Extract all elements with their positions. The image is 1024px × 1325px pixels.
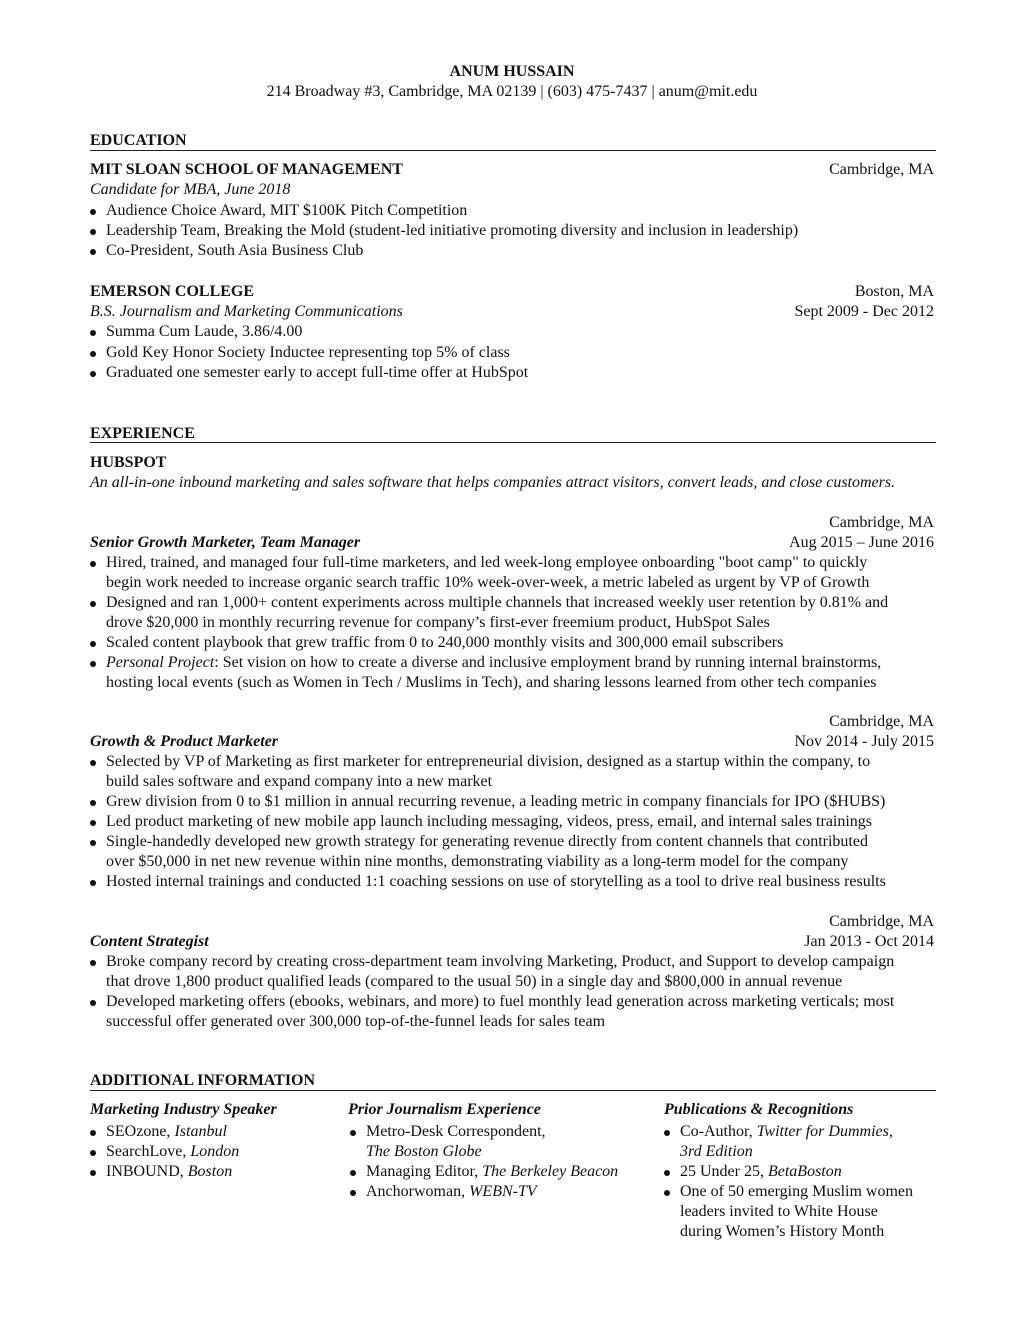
bullet-text: Co-President, South Asia Business Club — [106, 242, 364, 259]
bullet-text: Scaled content playbook that grew traffic from 0 to 240,000 monthly visits and 300,000 email subscribers — [106, 634, 784, 651]
bullet-icon — [90, 1170, 96, 1176]
bullet-text: Audience Choice Award, MIT $100K Pitch Competition — [106, 202, 468, 219]
bullet-icon — [664, 1130, 670, 1136]
role-location: Cambridge, MA — [829, 713, 934, 730]
item-text — [680, 1122, 893, 1142]
bullet-icon — [664, 1170, 670, 1176]
section-divider — [90, 1090, 936, 1091]
bullet-text-cont: build sales software and expand company into a new market — [106, 773, 493, 790]
bullet-icon — [90, 1150, 96, 1156]
school-dates: Sept 2009 - Dec 2012 — [794, 303, 934, 320]
bullet-prefix: Personal Project — [106, 654, 215, 671]
bullet-icon — [90, 960, 96, 966]
item-text: One of 50 emerging Muslim women — [680, 1183, 914, 1200]
item-detail: The Boston Globe — [366, 1143, 482, 1160]
item-text: Metro-Desk Correspondent, — [366, 1123, 546, 1140]
bullet-icon — [90, 1130, 96, 1136]
degree: Candidate for MBA, June 2018 — [90, 181, 291, 198]
item-label: Managing Editor, — [366, 1163, 483, 1180]
bullet-text: Selected by VP of Marketing as first marketer for entrepreneurial division, designed as a startup within the company, to — [106, 753, 871, 770]
resume-name: ANUM HUSSAIN — [449, 63, 575, 80]
bullet-icon — [90, 840, 96, 846]
item-text — [680, 1162, 842, 1182]
item-text-cont: during Women’s History Month — [680, 1223, 885, 1240]
bullet-text-cont: successful offer generated over 300,000 top-of-the-funnel leads for sales team — [106, 1013, 606, 1030]
bullet-text: Summa Cum Laude, 3.86/4.00 — [106, 323, 303, 340]
item-text — [106, 1162, 232, 1182]
bullet-text: Designed and ran 1,000+ content experiments across multiple channels that increased weekly user retention by 0.81% and — [106, 594, 889, 611]
item-label: INBOUND, — [106, 1163, 188, 1180]
item-text — [106, 1122, 227, 1142]
role-title: Content Strategist — [90, 933, 209, 950]
role-location: Cambridge, MA — [829, 913, 934, 930]
bullet-icon — [90, 209, 96, 215]
section-divider — [90, 442, 936, 443]
role-dates: Nov 2014 - July 2015 — [794, 733, 934, 750]
item-detail: Boston — [187, 1163, 233, 1180]
bullet-icon — [90, 661, 96, 667]
item-detail: WEBN-TV — [469, 1183, 537, 1200]
item-detail: The Berkeley Beacon — [482, 1163, 619, 1180]
bullet-icon — [90, 820, 96, 826]
item-text — [366, 1182, 537, 1202]
item-detail: Istanbul — [174, 1123, 227, 1140]
bullet-icon — [90, 330, 96, 336]
bullet-icon — [90, 800, 96, 806]
bullet-text-cont: that drove 1,800 product qualified leads (compared to the usual 50) in a single day and $800,000 in annual revenue — [106, 973, 843, 990]
bullet-text: Gold Key Honor Society Inductee representing top 5% of class — [106, 344, 510, 361]
section-heading-experience: EXPERIENCE — [90, 425, 195, 442]
bullet-icon — [90, 249, 96, 255]
bullet-icon — [90, 880, 96, 886]
item-detail-cont: 3rd Edition — [680, 1143, 753, 1160]
column-title: Prior Journalism Experience — [348, 1101, 541, 1118]
item-text-cont: leaders invited to White House — [680, 1203, 878, 1220]
bullet-icon — [664, 1190, 670, 1196]
bullet-icon — [90, 760, 96, 766]
section-heading-education: EDUCATION — [90, 132, 187, 149]
bullet-text-cont: drove $20,000 in monthly recurring revenue for company’s first-ever freemium product, HubSpot Sales — [106, 614, 770, 631]
item-detail: BetaBoston — [767, 1163, 842, 1180]
item-text — [366, 1162, 618, 1182]
bullet-icon — [350, 1130, 356, 1136]
bullet-icon — [90, 641, 96, 647]
company-name: HUBSPOT — [90, 454, 167, 471]
bullet-text — [106, 653, 936, 673]
bullet-text-main: : Set vision on how to create a diverse and inclusive employment brand by running internal brainstorms, — [214, 654, 882, 671]
item-label: Anchorwoman, — [366, 1183, 470, 1200]
section-heading-additional: ADDITIONAL INFORMATION — [90, 1072, 316, 1089]
item-text — [106, 1142, 239, 1162]
item-detail: London — [190, 1143, 240, 1160]
bullet-icon — [90, 351, 96, 357]
role-title: Growth & Product Marketer — [90, 733, 279, 750]
bullet-text: Led product marketing of new mobile app launch including messaging, videos, press, email, and internal sales trainings — [106, 813, 873, 830]
role-dates: Jan 2013 - Oct 2014 — [804, 933, 934, 950]
company-description: An all-in-one inbound marketing and sales software that helps companies attract visitors, convert leads, and close customers. — [90, 474, 896, 491]
bullet-text-cont: begin work needed to increase organic search traffic 10% week-over-week, a metric labeled as urgent by VP of Growth — [106, 574, 870, 591]
contact-line: 214 Broadway #3, Cambridge, MA 02139 | (603) 475-7437 | anum@mit.edu — [266, 83, 758, 100]
bullet-text: Grew division from 0 to $1 million in annual recurring revenue, a leading metric in company financials for IPO ($HUBS) — [106, 793, 886, 810]
bullet-icon — [90, 601, 96, 607]
bullet-icon — [350, 1170, 356, 1176]
column-title: Publications & Recognitions — [664, 1101, 854, 1118]
school-location: Boston, MA — [854, 283, 934, 300]
section-divider — [90, 150, 936, 151]
bullet-text: Developed marketing offers (ebooks, webinars, and more) to fuel monthly lead generation across marketing verticals; most — [106, 993, 895, 1010]
item-label: SearchLove, — [106, 1143, 191, 1160]
item-label: 25 Under 25, — [680, 1163, 768, 1180]
bullet-text: Single-handedly developed new growth strategy for generating revenue directly from content channels that contributed — [106, 833, 868, 850]
role-title: Senior Growth Marketer, Team Manager — [90, 534, 361, 551]
bullet-text: Hired, trained, and managed four full-time marketers, and led week-long employee onboarding "boot camp" to quickly — [106, 554, 868, 571]
school-name: MIT SLOAN SCHOOL OF MANAGEMENT — [90, 161, 403, 178]
bullet-icon — [90, 1000, 96, 1006]
bullet-text: Leadership Team, Breaking the Mold (student-led initiative promoting diversity and inclusion in leadership) — [106, 222, 799, 239]
item-label: Co-Author, — [680, 1123, 757, 1140]
bullet-icon — [90, 561, 96, 567]
role-dates: Aug 2015 – June 2016 — [789, 534, 934, 551]
bullet-text: Graduated one semester early to accept full-time offer at HubSpot — [106, 364, 529, 381]
role-location: Cambridge, MA — [829, 514, 934, 531]
bullet-text-cont: over $50,000 in net new revenue within nine months, demonstrating viability as a long-term model for the company — [106, 853, 849, 870]
bullet-icon — [90, 371, 96, 377]
bullet-icon — [350, 1190, 356, 1196]
item-detail: Twitter for Dummies, — [756, 1123, 893, 1140]
degree: B.S. Journalism and Marketing Communications — [90, 303, 403, 320]
bullet-text: Broke company record by creating cross-department team involving Marketing, Product, and Support to develop campaign — [106, 953, 895, 970]
item-label: SEOzone, — [106, 1123, 175, 1140]
column-title: Marketing Industry Speaker — [90, 1101, 277, 1118]
school-location: Cambridge, MA — [829, 161, 934, 178]
school-name: EMERSON COLLEGE — [90, 283, 255, 300]
bullet-text-cont: hosting local events (such as Women in Tech / Muslims in Tech), and sharing lessons learned from other tech companies — [106, 674, 877, 691]
bullet-text: Hosted internal trainings and conducted 1:1 coaching sessions on use of storytelling as a tool to drive real business results — [106, 873, 886, 890]
bullet-icon — [90, 229, 96, 235]
